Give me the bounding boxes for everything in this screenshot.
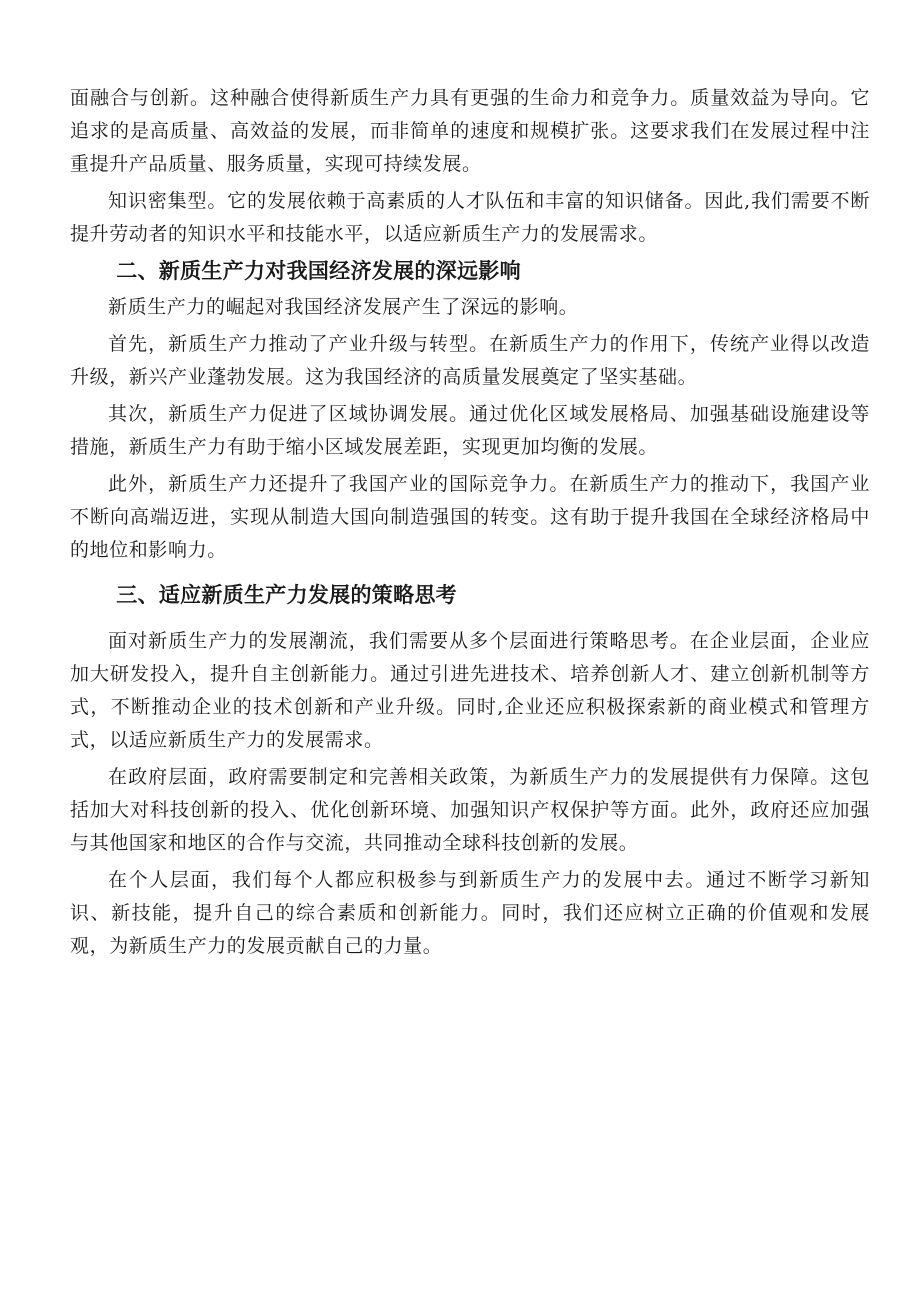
paragraph-international-competitiveness: 此外，新质生产力还提升了我国产业的国际竞争力。在新质生产力的推动下，我国产业不断向高端迈进，实现从制造大国向制造强国的转变。这有助于提升我国在全球经济格局中的地位和影响力。 [70, 473, 870, 561]
paragraph-impact-intro: 新质生产力的崛起对我国经济发展产生了深远的影响。 [108, 296, 579, 318]
paragraph-government-level: 在政府层面，政府需要制定和完善相关政策，为新质生产力的发展提供有力保障。这包括加大对科技创新的投入、优化创新环境、加强知识产权保护等方面。此外，政府还应加强与其他国家和地区的合作与交流，共同推动全球科技创新的发展。 [70, 766, 870, 854]
paragraph-regional-development: 其次，新质生产力促进了区域协调发展。通过优化区域发展格局、加强基础设施建设等措施，新质生产力有助于缩小区域发展差距，实现更加均衡的发展。 [70, 403, 870, 458]
document-page [70, 82, 870, 963]
paragraph-knowledge-intensive: 知识密集型。它的发展依赖于高素质的人才队伍和丰富的知识储备。因此,我们需要不断提升劳动者的知识水平和技能水平，以适应新质生产力的发展需求。 [70, 190, 870, 245]
section-heading-2: 二、新质生产力对我国经济发展的深远影响 [116, 259, 521, 283]
paragraph-industrial-upgrade: 首先，新质生产力推动了产业升级与转型。在新质生产力的作用下，传统产业得以改造升级，新兴产业蓬勃发展。这为我国经济的高质量发展奠定了坚实基础。 [70, 333, 870, 388]
paragraph-enterprise-level: 面对新质生产力的发展潮流，我们需要从多个层面进行策略思考。在企业层面，企业应加大研发投入，提升自主创新能力。通过引进先进技术、培养创新人才、建立创新机制等方式，不断推动企业的技术创新和产业升级。同时,企业还应积极探索新的商业模式和管理方式，以适应新质生产力的发展需求。 [70, 630, 870, 751]
section-heading-3: 三、适应新质生产力发展的策略思考 [116, 583, 457, 607]
paragraph-continuation: 面融合与创新。这种融合使得新质生产力具有更强的生命力和竞争力。质量效益为导向。它追求的是高质量、高效益的发展，而非简单的速度和规模扩张。这要求我们在发展过程中注重提升产品质量、服务质量，实现可持续发展。 [70, 87, 870, 175]
paragraph-individual-level: 在个人层面，我们每个人都应积极参与到新质生产力的发展中去。通过不断学习新知识、新技能，提升自己的综合素质和创新能力。同时，我们还应树立正确的价值观和发展观，为新质生产力的发展贡献自己的力量。 [70, 869, 870, 957]
